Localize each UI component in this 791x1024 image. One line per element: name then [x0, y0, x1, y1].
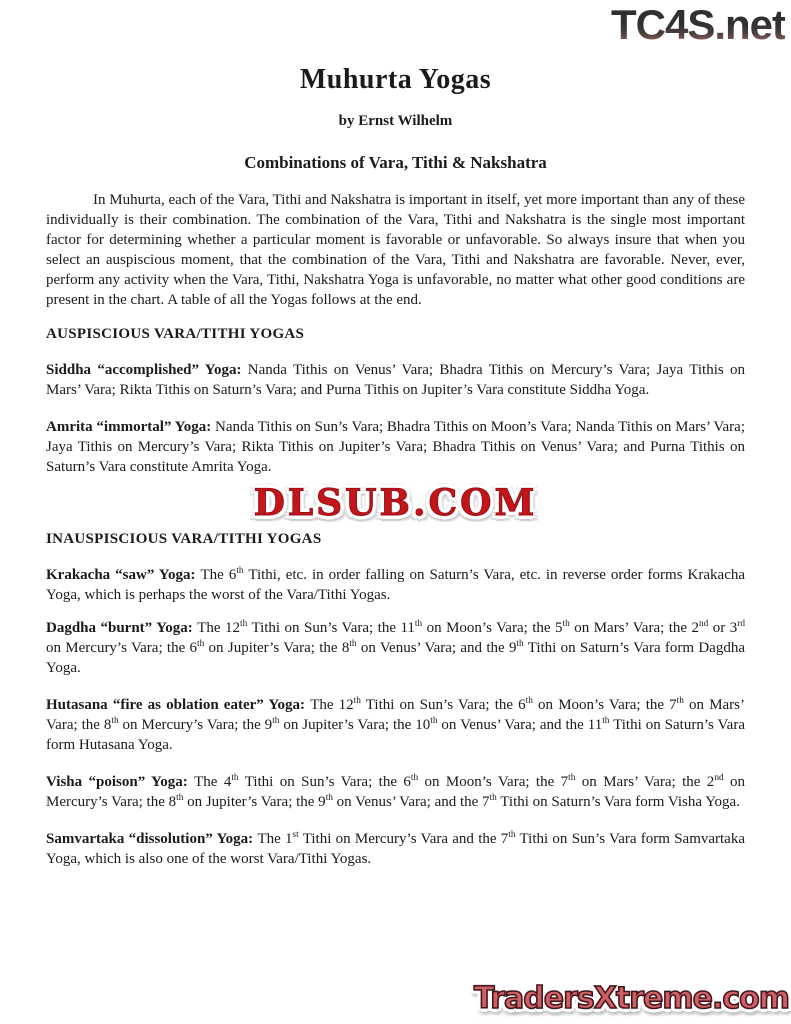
- yoga-entry-hutasana: [46, 695, 745, 755]
- subtitle: Combinations of Vara, Tithi & Nakshatra: [244, 153, 547, 172]
- yoga-lead-siddha: Siddha “accomplished” Yoga:: [46, 362, 242, 378]
- yoga-lead-visha: Visha “poison” Yoga:: [46, 774, 188, 790]
- yoga-body-hutasana: The 12th Tithi on Sun’s Vara; the 6th on Moon’s Vara; the 7th on Mars’ Vara; the 8th on Mercury’s Vara; the 9th on Jupiter’s Vara; the 10th on Venus’ Vara; and the 11th Tithi on Saturn’s Vara form Hutasana Yoga.: [46, 696, 746, 753]
- page-title: Muhurta Yogas: [299, 64, 492, 95]
- intro-paragraph: In Muhurta, each of the Vara, Tithi and Nakshatra is important in itself, yet more important than any of these individually is their combination. The combination of the Vara, Tithi and Nakshatra is the single most important factor for determining whether a particular moment is favorable or unfavorable. So always insure that when you select an auspiscious moment, that the combination of the Vara, Tithi and Nakshatra are favorable. Never, ever, perform any activity when the Vara, Tithi, Nakshatra Yoga is unfavorable, no matter what other good conditions are present in the chart. A table of all the Yogas follows at the end.: [46, 192, 745, 308]
- yoga-lead-hutasana: Hutasana “fire as oblation eater” Yoga:: [46, 697, 306, 713]
- dlsub-watermark: DLSUB.COM: [253, 482, 538, 524]
- section-heading-auspiscious: AUSPISCIOUS VARA/TITHI YOGAS: [46, 326, 305, 342]
- yoga-lead-samvartaka: Samvartaka “dissolution” Yoga:: [46, 831, 254, 847]
- yoga-body-samvartaka: The 1st Tithi on Mercury’s Vara and the 7th Tithi on Sun’s Vara form Samvartaka Yoga, which is also one of the worst Vara/Tithi Yogas.: [46, 830, 745, 867]
- byline: by Ernst Wilhelm: [338, 113, 453, 129]
- yoga-body-dagdha: The 12th Tithi on Sun’s Vara; the 11th on Moon’s Vara; the 5th on Mars’ Vara; the 2nd or 3rd on Mercury’s Vara; the 6th on Jupiter’s Vara; the 8th on Venus’ Vara; and the 9th Tithi on Saturn’s Vara form Dagdha Yoga.: [46, 619, 746, 676]
- yoga-lead-amrita: Amrita “immortal” Yoga:: [46, 419, 212, 435]
- yoga-lead-dagdha: Dagdha “burnt” Yoga:: [46, 620, 193, 636]
- yoga-body-amrita: Nanda Tithis on Sun’s Vara; Bhadra Tithis on Moon’s Vara; Nanda Tithis on Mars’ Vara; Jaya Tithis on Mercury’s Vara; Rikta Tithis on Jupiter’s Vara; Bhadra Tithis on Venus’ Vara; and Purna Tithis on Saturn’s Vara constitute Amrita Yoga.: [46, 419, 745, 475]
- section-heading-inauspiscious: INAUSPISCIOUS VARA/TITHI YOGAS: [46, 531, 322, 547]
- yoga-entry-krakacha: [46, 565, 745, 605]
- yoga-entry-amrita: [46, 417, 745, 477]
- yoga-body-siddha: Nanda Tithis on Venus’ Vara; Bhadra Tithis on Mercury’s Vara; Jaya Tithis on Mars’ Vara; Rikta Tithis on Saturn’s Vara; and Purna Tithis on Jupiter’s Vara constitute Siddha Yoga.: [46, 362, 746, 398]
- yoga-body-visha: The 4th Tithi on Sun’s Vara; the 6th on Moon’s Vara; the 7th on Mars’ Vara; the 2nd on Mercury’s Vara; the 8th on Jupiter’s Vara; the 9th on Venus’ Vara; and the 7th Tithi on Saturn’s Vara form Visha Yoga.: [46, 773, 746, 810]
- yoga-lead-krakacha: Krakacha “saw” Yoga:: [46, 567, 196, 583]
- document-content: [0, 64, 791, 869]
- tc4s-logo: TC4S.net: [610, 1, 785, 48]
- tradersxtreme-watermark: TradersXtreme.com: [474, 981, 789, 1016]
- yoga-entry-samvartaka: [46, 829, 745, 869]
- yoga-body-krakacha: The 6th Tithi, etc. in order falling on Saturn’s Vara, etc. in reverse order forms Krakacha Yoga, which is perhaps the worst of the Vara/Tithi Yogas.: [46, 566, 746, 603]
- yoga-entry-siddha: [46, 360, 745, 400]
- yoga-entry-dagdha: [46, 618, 745, 678]
- center-watermark-wrap: [46, 480, 745, 528]
- yoga-entry-visha: [46, 772, 745, 812]
